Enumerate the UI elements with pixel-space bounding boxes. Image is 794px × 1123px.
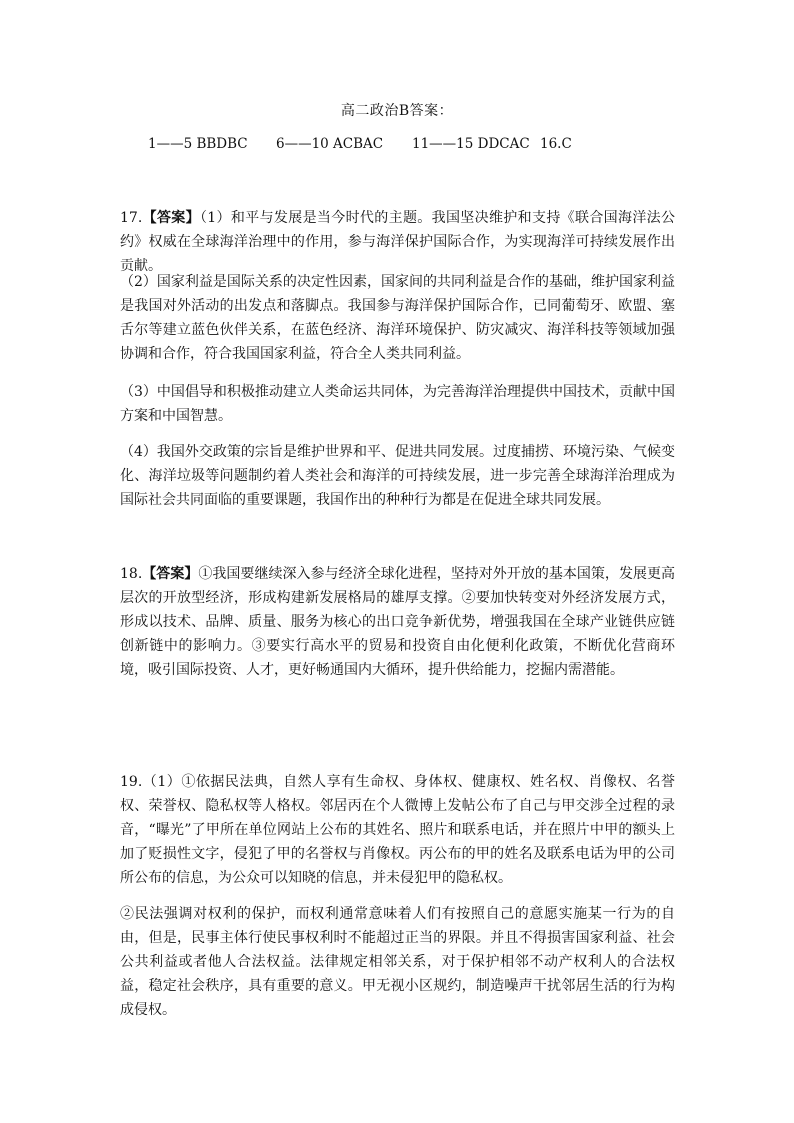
- q17-part2: （2）国家利益是国际关系的决定性因素，国家间的共同利益是合作的基础，维护国家利益是我国对外活动的出发点和落脚点。我国参与海洋保护国际合作，已同葡萄牙、欧盟、塞舌尔等建立蓝色伙伴关系，在蓝色经济、海洋环境保护、防灾减灾、海洋科技等领域加强协调和合作，符合我国国家利益，符合全人类共同利益。: [120, 274, 675, 362]
- q17-part1-text: （1）和平与发展是当今时代的主题。我国坚决维护和支持《联合国海洋法公约》权威在全球海洋治理中的作用，参与海洋保护国际合作，为实现海洋可持续发展作出贡献。: [120, 210, 676, 274]
- q18-answer: [120, 562, 675, 682]
- mc-answer-group-4: 16.C: [540, 136, 572, 152]
- q17-number: 17.: [120, 210, 143, 226]
- q18-text: ①我国要继续深入参与经济全球化进程，坚持对外开放的基本国策，发展更高层次的开放型经济，形成构建新发展格局的雄厚支撑。②要加快转变对外经济发展方式，形成以技术、品牌、质量、服务为核心的出口竞争新优势，增强我国在全球产业链供应链创新链中的影响力。③要实行高水平的贸易和投资自由化便利化政策，不断优化营商环境，吸引国际投资、人才，更好畅通国内大循环，提升供给能力，挖掘内需潜能。: [120, 566, 676, 678]
- q19-part1: 19.（1）①依据民法典，自然人享有生命权、身体权、健康权、姓名权、肖像权、名誉权、荣誉权、隐私权等人格权。邻居丙在个人微博上发帖公布了自己与甲交涉全过程的录音，“曝光”了甲所在单位网站上公布的其姓名、照片和联系电话，并在照片中甲的额头上加了贬损性文字，侵犯了甲的名誉权与肖像权。丙公布的甲的姓名及联系电话为甲的公司所公布的信息，为公众可以知晓的信息，并未侵犯甲的隐私权。: [120, 774, 675, 886]
- q17-part3: （3）中国倡导和积极推动建立人类命运共同体，为完善海洋治理提供中国技术，贡献中国方案和中国智慧。: [120, 384, 675, 424]
- mc-answer-group-3: 11——15 DDCAC: [412, 136, 530, 152]
- mc-answer-group-1: 1——5 BBDBC: [148, 136, 248, 152]
- page-title: 高二政治B答案：: [340, 103, 454, 119]
- q18-answer-tag: 【答案】: [142, 566, 199, 582]
- mc-answer-group-2: 6——10 ACBAC: [276, 136, 384, 152]
- q17-answer-tag: 【答案】: [142, 210, 200, 226]
- q17-part4: （4）我国外交政策的宗旨是维护世界和平、促进共同发展。过度捕捞、环境污染、气候变化、海洋垃圾等问题制约着人类社会和海洋的可持续发展，进一步完善全球海洋治理成为国际社会共同面临的重要课题，我国作出的种种行为都是在促进全球共同发展。: [120, 444, 675, 508]
- q19-part2: ②民法强调对权利的保护，而权利通常意味着人们有按照自己的意愿实施某一行为的自由，但是，民事主体行使民事权利时不能超过正当的界限。并且不得损害国家利益、社会公共利益或者他人合法权益。法律规定相邻关系，对于保护相邻不动产权利人的合法权益，稳定社会秩序，具有重要的意义。甲无视小区规约，制造噪声干扰邻居生活的行为构成侵权。: [120, 906, 675, 1018]
- q18-number: 18.: [120, 566, 143, 582]
- q17-part1: [120, 206, 675, 278]
